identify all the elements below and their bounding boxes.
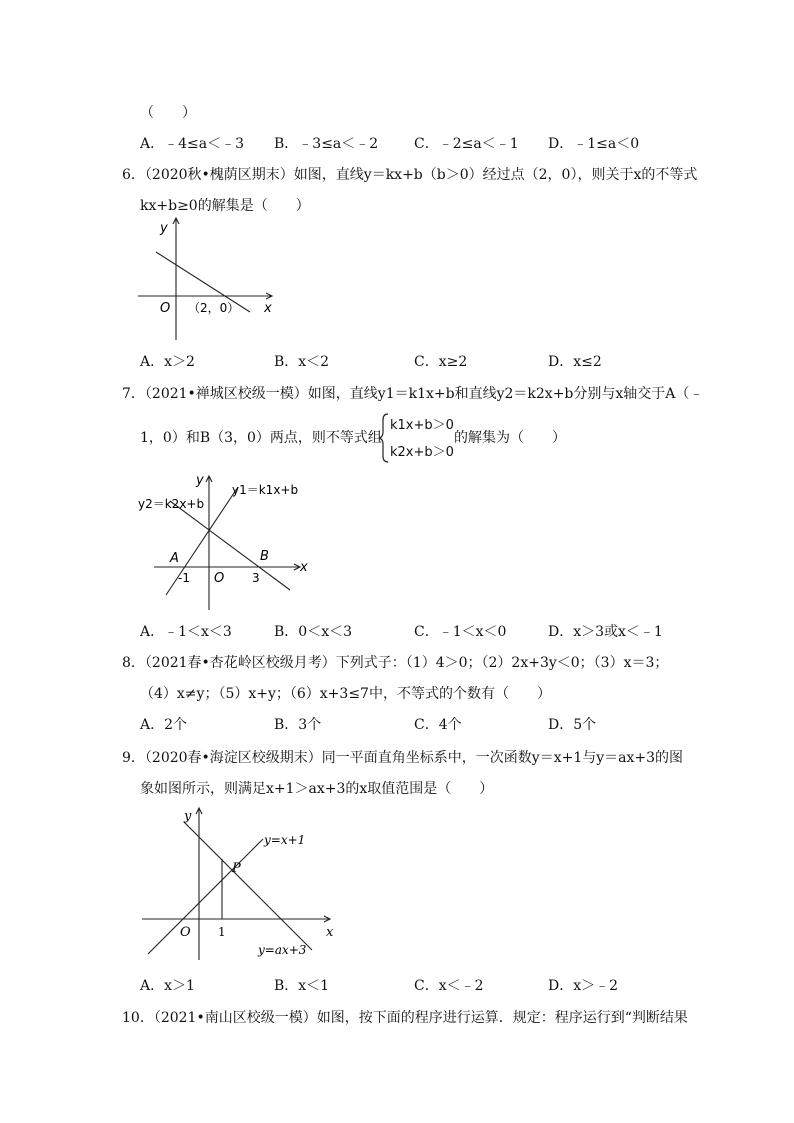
q6-point-label: （2，0）: [188, 301, 240, 315]
q5-option-a: A．﹣4≤a＜﹣3: [140, 136, 245, 152]
q7-stem-line2b: 的解集为（ ）: [454, 430, 566, 446]
q7-option-d: D．x＞3或x＜﹣1: [548, 624, 663, 640]
q9-graph: [138, 804, 338, 964]
q7-point-a-label: A: [170, 551, 179, 566]
q6-option-d: D．x≤2: [548, 354, 602, 370]
q7-stem-line1: 7．（2021•禅城区校级一模）如图，直线y1＝k1x+b和直线y2＝k2x+b分别与x轴交于A（﹣: [122, 386, 704, 402]
q5-option-b: B．﹣3≤a＜﹣2: [274, 136, 379, 152]
q7-option-b: B．0＜x＜3: [274, 624, 352, 640]
q6-option-c: C．x≥2: [414, 354, 468, 370]
q9-x-label: x: [326, 925, 334, 940]
q6-stem-line2: kx+b≥0的解集是（ ）: [140, 198, 310, 214]
q8-option-d: D．5个: [548, 717, 597, 733]
q9-stem-line1: 9．（2020春•海淀区校级期末）同一平面直角坐标系中，一次函数y＝x+1与y＝ax+3的图: [122, 750, 684, 766]
q7-y1-label: y1＝k1x+b: [232, 483, 299, 497]
q9-option-b: B．x＜1: [274, 978, 330, 994]
q9-stem-line2: 象如图所示，则满足x+1＞ax+3的x取值范围是（ ）: [140, 781, 494, 797]
q6-origin-label: O: [160, 301, 171, 316]
q7-y2-label: y2＝k2x+b: [138, 497, 205, 511]
q5-option-d: D．﹣1≤a＜0: [548, 136, 640, 152]
q8-option-a: A．2个: [140, 717, 188, 733]
q6-y-label: y: [160, 221, 168, 236]
q9-origin-label: O: [180, 925, 191, 940]
q9-line1-label: y=x+1: [264, 833, 306, 847]
q7-stem-line2a: 1，0）和B（3，0）两点，则不等式组: [140, 430, 382, 446]
q9-option-c: C．x＜﹣2: [414, 978, 484, 994]
q7-graph: [130, 470, 320, 615]
q5-option-c: C．﹣2≤a＜﹣1: [414, 136, 519, 152]
q6-x-label: x: [264, 301, 272, 316]
q8-option-b: B．3个: [274, 717, 322, 733]
q9-option-a: A．x＞1: [140, 978, 195, 994]
q7-y-label: y: [196, 473, 204, 488]
q9-option-d: D．x＞﹣2: [548, 978, 619, 994]
q7-system-ineq-1: k1x+b＞0: [390, 418, 454, 433]
q7-tick-3: 3: [252, 571, 260, 585]
q8-stem-line2: （4）x≠y；（5）x+y；（6）x+3≤7中，不等式的个数有（ ）: [140, 686, 551, 702]
q7-x-label: x: [300, 560, 308, 575]
q8-stem-line1: 8．（2021春•杏花岭区校级月考）下列式子：（1）4＞0；（2）2x+3y＜0；（3）x＝3；: [122, 655, 669, 671]
q5-answer-paren: （ ）: [140, 105, 196, 121]
q9-point-p-label: P: [232, 861, 241, 876]
q7-origin-label: O: [214, 571, 225, 586]
q7-system-ineq-2: k2x+b＞0: [390, 445, 454, 460]
q10-stem-line1: 10．（2021•南山区校级一模）如图，按下面的程序进行运算．规定：程序运行到“判断结果: [122, 1010, 688, 1026]
q7-option-c: C．﹣1＜x＜0: [414, 624, 507, 640]
q6-stem-line1: 6．（2020秋•槐荫区期末）如图，直线y＝kx+b（b＞0）经过点（2，0），则关于x的不等式: [122, 167, 698, 183]
q7-system-brace: [378, 412, 390, 464]
q7-tick-neg1: -1: [178, 571, 190, 585]
q9-y-label: y: [184, 809, 192, 824]
q9-line-x-plus-1: [148, 839, 263, 954]
q6-option-a: A．x＞2: [140, 354, 195, 370]
q9-line2-label: y=ax+3: [258, 943, 307, 957]
q6-graph: [130, 212, 290, 342]
q8-option-c: C．4个: [414, 717, 462, 733]
q9-tick-1: 1: [218, 925, 226, 939]
q7-option-a: A．﹣1＜x＜3: [140, 624, 232, 640]
q7-point-b-label: B: [260, 549, 269, 564]
q6-option-b: B．x＜2: [274, 354, 330, 370]
